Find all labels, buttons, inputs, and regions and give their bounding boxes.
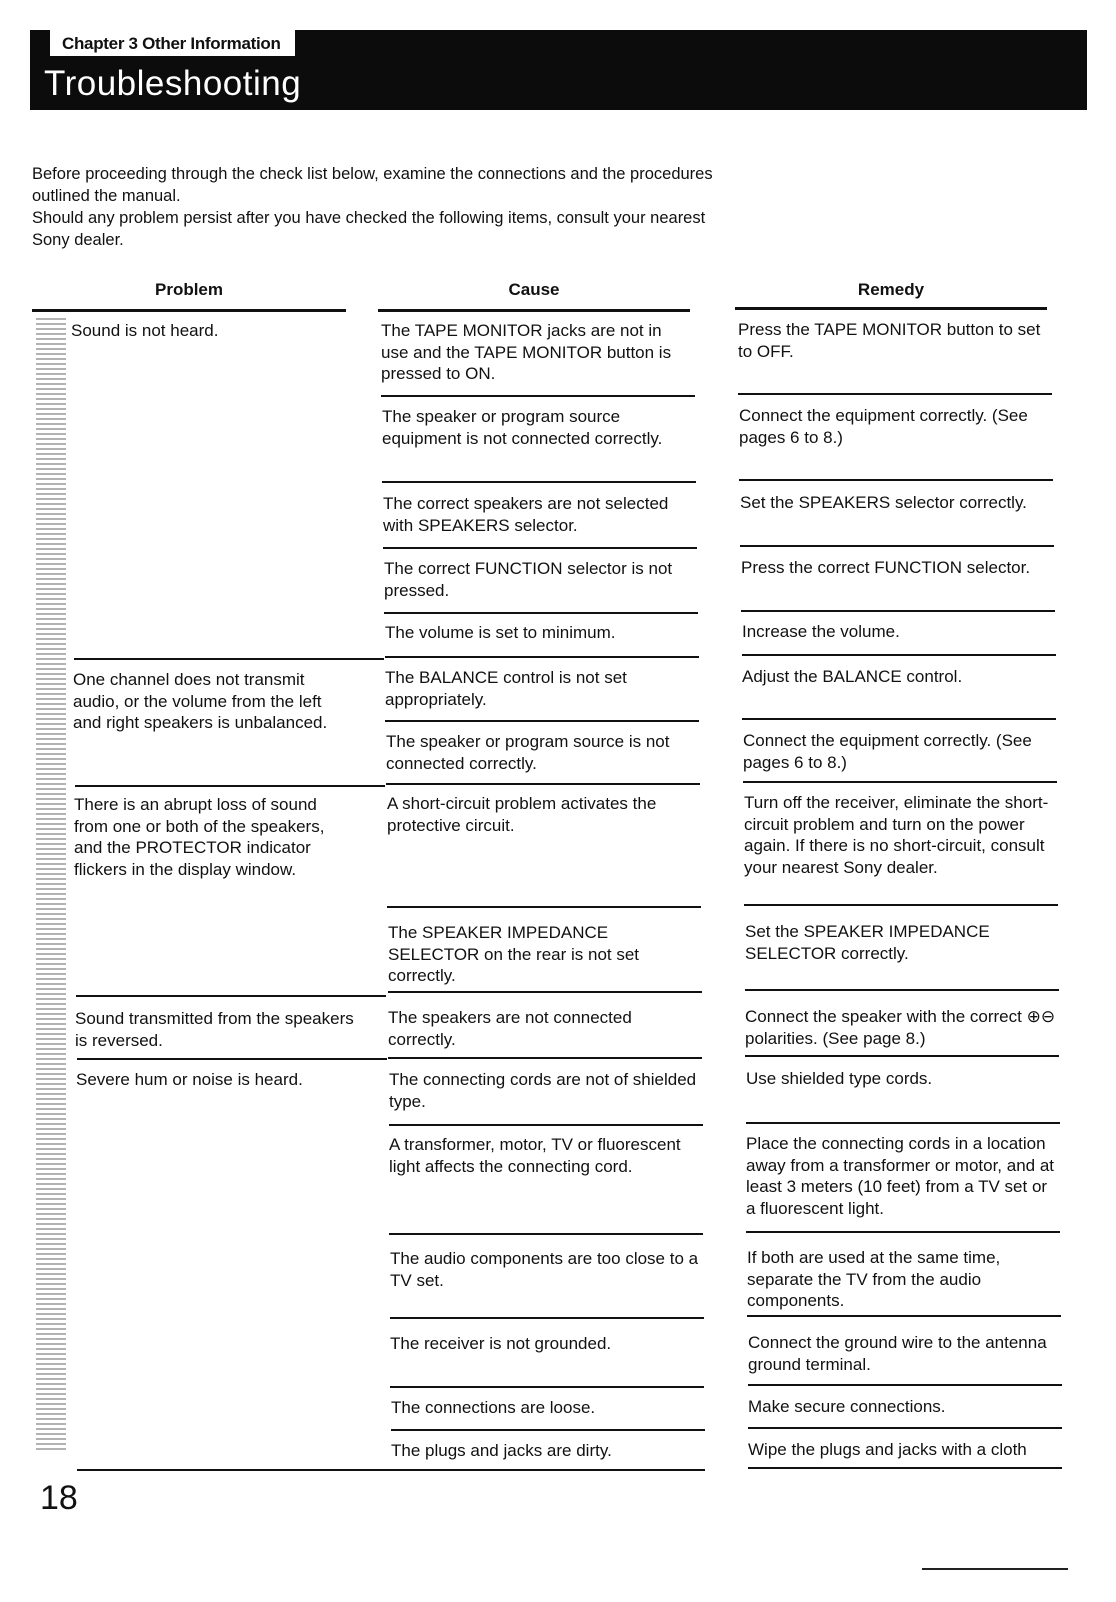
table-bottom-rule — [387, 1469, 705, 1471]
remedy-cell: Connect the ground wire to the antenna ground terminal. — [748, 1333, 1047, 1374]
cause-row-rule — [387, 906, 701, 908]
cause-header-rule — [378, 309, 690, 312]
cause-row-rule — [383, 547, 697, 549]
problem-cell: Sound transmitted from the speakers is reversed. — [75, 1009, 354, 1050]
intro-paragraph: Should any problem persist after you have checked the following items, consult your nearest Sony dealer. — [32, 209, 706, 249]
cause-row-rule — [381, 395, 695, 397]
cause-cell: The SPEAKER IMPEDANCE SELECTOR on the rear is not set correctly. — [388, 923, 640, 985]
cause-row-rule — [388, 1057, 702, 1059]
cause-row-rule — [385, 656, 699, 658]
remedy-row-rule — [745, 1055, 1059, 1057]
remedy-row-rule — [743, 781, 1057, 783]
remedy-cell: Connect the equipment correctly. (See pages 6 to 8.) — [739, 406, 1028, 447]
remedy-row-rule — [747, 1315, 1061, 1317]
cause-row-rule — [390, 1386, 704, 1388]
cause-cell: The BALANCE control is not set appropriately. — [385, 668, 627, 709]
cause-cell: The speaker or program source is not connected correctly. — [386, 732, 670, 773]
problem-cell: One channel does not transmit audio, or the volume from the left and right speakers is unbalanced. — [73, 670, 328, 732]
remedy-header-rule — [735, 307, 1047, 310]
remedy-row-rule — [745, 989, 1059, 991]
remedy-cell: Connect the equipment correctly. (See pages 6 to 8.) — [743, 731, 1032, 772]
remedy-row-rule — [744, 904, 1058, 906]
remedy-cell: Connect the speaker with the correct ⊕⊖ polarities. (See page 8.) — [745, 1007, 1056, 1048]
table-bottom-rule — [748, 1467, 1062, 1469]
remedy-cell: Increase the volume. — [742, 622, 900, 641]
column-header-remedy: Remedy — [857, 280, 925, 299]
chapter-label: Chapter 3 Other Information — [44, 30, 295, 56]
cause-row-rule — [382, 481, 696, 483]
footer-rule — [922, 1568, 1068, 1570]
remedy-cell: Wipe the plugs and jacks with a cloth — [748, 1440, 1027, 1459]
cause-cell: The plugs and jacks are dirty. — [391, 1441, 612, 1460]
remedy-cell: Press the TAPE MONITOR button to set to OFF. — [738, 320, 1041, 361]
remedy-row-rule — [739, 479, 1053, 481]
problem-group-rule — [76, 995, 386, 997]
chapter-header — [30, 30, 1087, 110]
remedy-row-rule — [740, 545, 1054, 547]
page-number: 18 — [40, 1479, 78, 1517]
remedy-cell: Set the SPEAKER IMPEDANCE SELECTOR correctly. — [745, 922, 990, 963]
page-title: Troubleshooting — [44, 64, 302, 103]
cause-row-rule — [386, 783, 700, 785]
intro-paragraph: Before proceeding through the check list below, examine the connections and the procedures outlined the manual. — [32, 165, 713, 205]
remedy-row-rule — [738, 393, 1052, 395]
cause-cell: The speaker or program source equipment is not connected correctly. — [382, 407, 663, 448]
problem-header-rule — [32, 309, 346, 312]
remedy-row-rule — [748, 1427, 1062, 1429]
remedy-cell: Use shielded type cords. — [746, 1069, 933, 1088]
problem-cell: Severe hum or noise is heard. — [76, 1070, 303, 1089]
cause-cell: A short-circuit problem activates the protective circuit. — [387, 794, 657, 835]
cause-cell: The correct speakers are not selected with SPEAKERS selector. — [383, 494, 669, 535]
remedy-cell: Make secure connections. — [748, 1397, 946, 1416]
cause-row-rule — [390, 1317, 704, 1319]
cause-row-rule — [391, 1429, 705, 1431]
remedy-row-rule — [742, 654, 1056, 656]
remedy-cell: Adjust the BALANCE control. — [742, 667, 963, 686]
cause-cell: The volume is set to minimum. — [385, 623, 616, 642]
column-header-cause: Cause — [508, 280, 560, 299]
cause-cell: A transformer, motor, TV or fluorescent light affects the connecting cord. — [389, 1135, 681, 1176]
cause-cell: The speakers are not connected correctly. — [388, 1008, 632, 1049]
cause-cell: The correct FUNCTION selector is not pressed. — [384, 559, 673, 600]
cause-cell: The connecting cords are not of shielded type. — [389, 1070, 697, 1111]
problem-group-rule — [75, 785, 385, 787]
problem-cell: Sound is not heard. — [71, 321, 219, 340]
remedy-row-rule — [742, 718, 1056, 720]
remedy-cell: If both are used at the same time, separate the TV from the audio components. — [747, 1248, 1001, 1310]
problem-group-rule — [74, 658, 384, 660]
scan-artifact — [36, 318, 66, 1450]
remedy-cell: Set the SPEAKERS selector correctly. — [740, 493, 1027, 512]
cause-row-rule — [385, 720, 699, 722]
remedy-cell: Place the connecting cords in a location away from a transformer or motor, and at least 3 meters (10 feet) from a TV set or a fluorescent light. — [746, 1134, 1055, 1218]
cause-cell: The audio components are too close to a TV set. — [390, 1249, 699, 1290]
remedy-row-rule — [741, 610, 1055, 612]
remedy-cell: Press the correct FUNCTION selector. — [741, 558, 1031, 577]
cause-cell: The receiver is not grounded. — [390, 1334, 612, 1353]
problem-group-rule — [77, 1058, 387, 1060]
problem-group-rule — [77, 1469, 387, 1471]
cause-row-rule — [389, 1233, 703, 1235]
cause-row-rule — [388, 991, 702, 993]
problem-cell: There is an abrupt loss of sound from one or both of the speakers, and the PROTECTOR indicator flickers in the display window. — [74, 795, 325, 879]
cause-row-rule — [389, 1124, 703, 1126]
cause-cell: The connections are loose. — [391, 1398, 596, 1417]
cause-row-rule — [384, 612, 698, 614]
intro-text — [32, 163, 732, 251]
remedy-row-rule — [746, 1122, 1060, 1124]
cause-cell: The TAPE MONITOR jacks are not in use and the TAPE MONITOR button is pressed to ON. — [381, 321, 672, 383]
remedy-cell: Turn off the receiver, eliminate the short-circuit problem and turn on the power again. If there is no short-circuit, consult your nearest Sony dealer. — [744, 793, 1049, 877]
remedy-row-rule — [746, 1231, 1060, 1233]
remedy-row-rule — [748, 1384, 1062, 1386]
column-header-problem: Problem — [154, 280, 224, 299]
